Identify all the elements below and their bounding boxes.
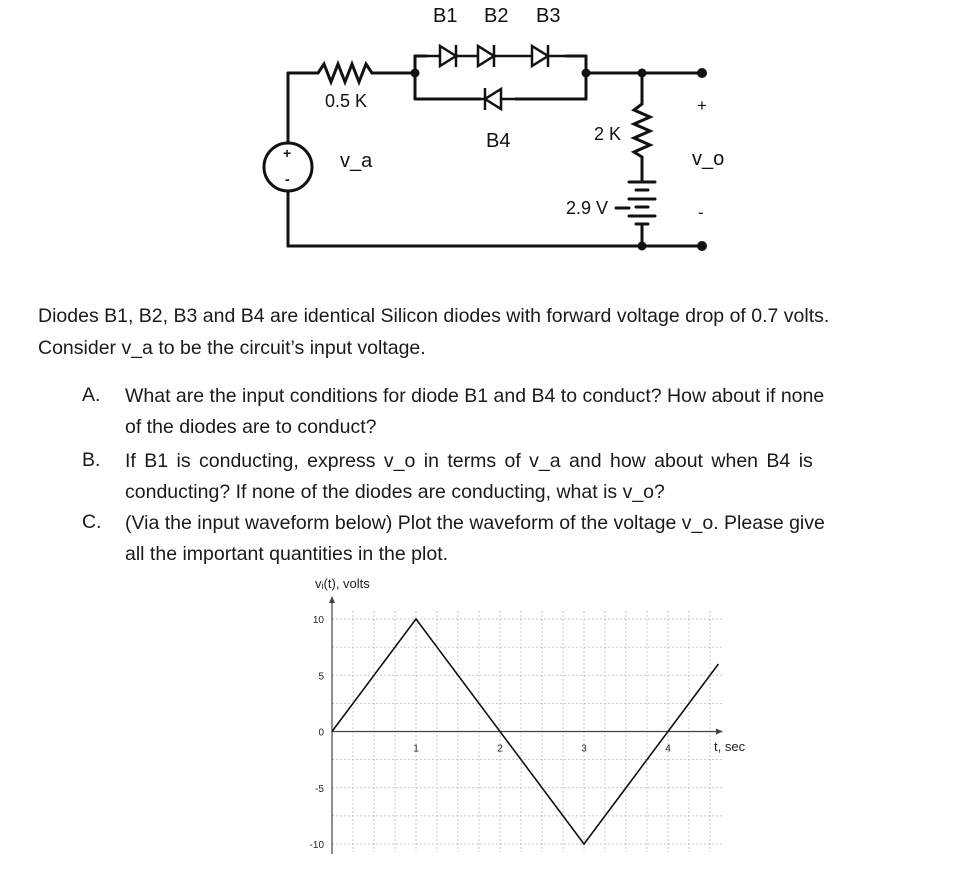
label-b2: B2 xyxy=(484,5,509,27)
intro-line-2: Consider v_a to be the circuit’s input voltage. xyxy=(38,337,426,359)
label-out-minus: - xyxy=(698,203,704,222)
y-tick-label: -5 xyxy=(315,783,324,795)
chart-axes xyxy=(329,596,723,854)
label-src-minus: - xyxy=(285,171,290,187)
x-tick-label: 3 xyxy=(581,743,587,755)
label-vo: v_o xyxy=(692,148,725,170)
label-va: v_a xyxy=(340,150,373,172)
y-tick-label: 0 xyxy=(318,727,324,739)
question-b-line-1: If B1 is conducting, express v_o in terms of v_a and how about when B4 is xyxy=(125,450,813,472)
y-tick-label: 5 xyxy=(318,671,324,683)
chart-x-axis-label: t, sec xyxy=(714,739,746,754)
label-out-plus: + xyxy=(697,96,707,115)
intro-text xyxy=(38,300,829,364)
x-tick-label: 1 xyxy=(413,743,419,755)
junction-dot xyxy=(582,69,591,78)
output-terminal-plus xyxy=(697,68,707,78)
y-axis-arrow xyxy=(329,596,335,603)
y-tick-label: -10 xyxy=(309,840,324,851)
chart-y-axis-label: vᵢ(t), volts xyxy=(315,576,370,591)
x-tick-label: 4 xyxy=(665,743,671,755)
diode-b4 xyxy=(480,88,516,110)
circuit-diagram xyxy=(0,0,980,270)
diode-b2 xyxy=(456,45,494,67)
junction-dot xyxy=(411,69,420,78)
question-c-line-2: all the important quantities in the plot. xyxy=(125,543,449,565)
question-b-line-2: conducting? If none of the diodes are conducting, what is v_o? xyxy=(125,481,665,503)
input-waveform-chart xyxy=(0,570,980,870)
question-c-line-1: (Via the input waveform below) Plot the waveform of the voltage v_o. Please give xyxy=(125,512,825,534)
resistor-0-5k xyxy=(318,64,372,82)
diode-b1 xyxy=(426,45,456,67)
x-tick-label: 2 xyxy=(497,743,503,755)
question-a-number: A. xyxy=(82,384,101,406)
junction-dot xyxy=(638,242,647,251)
junction-dot xyxy=(638,69,647,78)
label-r1: 0.5 K xyxy=(325,91,368,111)
question-c-number: C. xyxy=(82,511,102,533)
x-axis-arrow xyxy=(716,729,723,735)
label-b1: B1 xyxy=(433,5,458,27)
question-a-line-1: What are the input conditions for diode B1 and B4 to conduct? How about if none xyxy=(125,385,825,407)
label-b4: B4 xyxy=(486,130,511,152)
label-src-plus: + xyxy=(283,145,292,161)
label-b3: B3 xyxy=(536,5,561,27)
question-a-line-2: of the diodes are to conduct? xyxy=(125,416,377,438)
label-r2: 2 K xyxy=(594,124,622,144)
output-terminal-minus xyxy=(697,241,707,251)
intro-line-1: Diodes B1, B2, B3 and B4 are identical Silicon diodes with forward voltage drop of 0.7 volts. xyxy=(38,305,830,327)
resistor-2k xyxy=(634,104,650,157)
label-battery: 2.9 V xyxy=(566,198,609,218)
y-tick-label: 10 xyxy=(312,615,324,626)
diode-b3 xyxy=(494,45,566,67)
question-b-number: B. xyxy=(82,449,101,471)
